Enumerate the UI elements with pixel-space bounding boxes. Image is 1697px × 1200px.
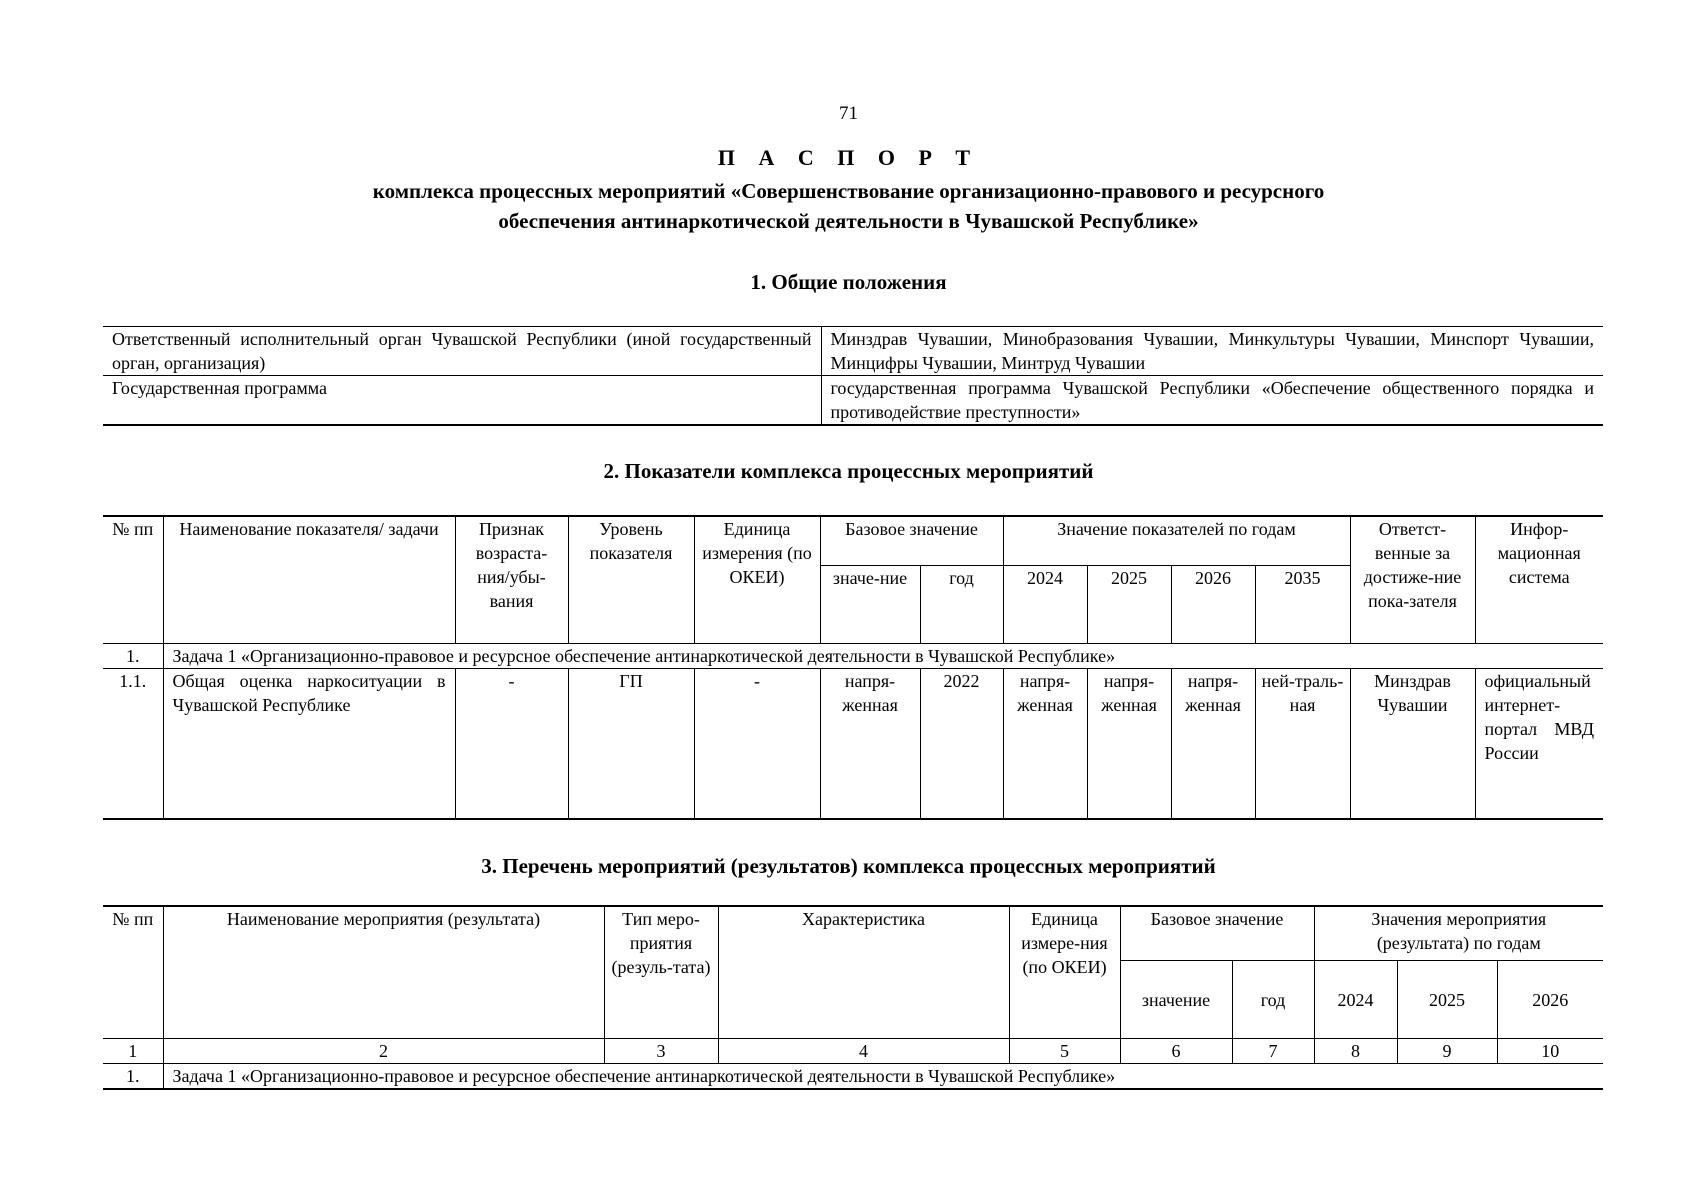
task-row (103, 644, 1603, 669)
activities-table (103, 905, 1603, 1090)
indicator-level: ГП (568, 669, 694, 820)
page-number: 71 (839, 103, 858, 124)
col-name-header: Наименование показателя/ задачи (163, 516, 455, 644)
col-sign-header: Признак возраста-ния/убы-вания (455, 516, 568, 644)
header-row (103, 906, 1603, 961)
table-row (103, 376, 1603, 426)
program-value: государственная программа Чувашской Республики «Обеспечение общественного порядка и противодействие преступности» (821, 376, 1603, 426)
general-provisions-table (103, 326, 1603, 426)
table-row (103, 327, 1603, 376)
col-unit-header: Единица измере-ния (по ОКЕИ) (1009, 906, 1120, 1039)
col-number: 10 (1497, 1039, 1603, 1064)
col-values-header: Значение показателей по годам (1003, 516, 1350, 566)
indicator-unit: - (694, 669, 820, 820)
col-2025-header: 2025 (1087, 566, 1171, 644)
task-text: Задача 1 «Организационно-правовое и ресурсное обеспечение антинаркотической деятельности в Чувашской Республике» (163, 644, 1603, 669)
col-number: 7 (1232, 1039, 1314, 1064)
col-unit-header: Единица измерения (по ОКЕИ) (694, 516, 820, 644)
indicators-table (103, 515, 1603, 820)
subtitle-line-2: обеспечения антинаркотической деятельности в Чувашской Республике» (498, 209, 1199, 233)
col-2025-header: 2025 (1397, 961, 1497, 1039)
task-num: 1. (103, 1064, 163, 1090)
indicator-info-system: официальный интернет-портал МВД России (1475, 669, 1603, 820)
col-num-header: № пп (103, 516, 163, 644)
col-type-header: Тип меро-приятия (резуль-тата) (604, 906, 718, 1039)
indicator-sign: - (455, 669, 568, 820)
col-num-header: № пп (103, 906, 163, 1039)
col-level-header: Уровень показателя (568, 516, 694, 644)
col-2035-header: 2035 (1255, 566, 1350, 644)
col-base-header: Базовое значение (1120, 906, 1314, 961)
col-characteristic-header: Характеристика (718, 906, 1009, 1039)
section3-heading: 3. Перечень мероприятий (результатов) комплекса процессных мероприятий (481, 854, 1216, 878)
col-base-year-header: год (1232, 961, 1314, 1039)
indicator-name: Общая оценка наркоситуации в Чувашской Республике (163, 669, 455, 820)
col-base-value-header: значение (1120, 961, 1232, 1039)
col-number: 2 (163, 1039, 604, 1064)
col-base-year-header: год (920, 566, 1003, 644)
responsible-value: Минздрав Чувашии, Минобразования Чувашии, Минкультуры Чувашии, Минспорт Чувашии, Минцифры Чувашии, Минтруд Чувашии (821, 327, 1603, 376)
col-info-header: Инфор-мационная система (1475, 516, 1603, 644)
indicator-2026: напря-женная (1171, 669, 1255, 820)
col-responsible-header: Ответст-венные за достиже-ние пока-зателя (1350, 516, 1475, 644)
col-2026-header: 2026 (1497, 961, 1603, 1039)
table-row (103, 669, 1603, 820)
col-values-header: Значения мероприятия (результата) по годам (1314, 906, 1603, 961)
col-number: 5 (1009, 1039, 1120, 1064)
document-subtitle (0, 176, 1697, 236)
responsible-label: Ответственный исполнительный орган Чувашской Республики (иной государственный орган, организация) (103, 327, 821, 376)
col-2026-header: 2026 (1171, 566, 1255, 644)
program-label: Государственная программа (103, 376, 821, 426)
subtitle-line-1: комплекса процессных мероприятий «Совершенствование организационно-правового и ресурсного (372, 179, 1325, 203)
col-number: 1 (103, 1039, 163, 1064)
col-base-value-header: значе-ние (820, 566, 920, 644)
col-number: 9 (1397, 1039, 1497, 1064)
col-number: 8 (1314, 1039, 1397, 1064)
col-2024-header: 2024 (1314, 961, 1397, 1039)
section2-heading: 2. Показатели комплекса процессных мероприятий (603, 459, 1094, 483)
document-title: П А С П О Р Т (717, 145, 980, 170)
header-row (103, 516, 1603, 566)
col-name-header: Наименование мероприятия (результата) (163, 906, 604, 1039)
indicator-base-value: напря-женная (820, 669, 920, 820)
section1-heading: 1. Общие положения (750, 270, 947, 294)
indicator-2025: напря-женная (1087, 669, 1171, 820)
task-num: 1. (103, 644, 163, 669)
col-number: 3 (604, 1039, 718, 1064)
col-number: 4 (718, 1039, 1009, 1064)
row-num: 1.1. (103, 669, 163, 820)
col-2024-header: 2024 (1003, 566, 1087, 644)
indicator-responsible: Минздрав Чувашии (1350, 669, 1475, 820)
task-row (103, 1064, 1603, 1090)
indicator-base-year: 2022 (920, 669, 1003, 820)
column-numbers-row (103, 1039, 1603, 1064)
indicator-2035: ней-траль-ная (1255, 669, 1350, 820)
col-base-header: Базовое значение (820, 516, 1003, 566)
task-text: Задача 1 «Организационно-правовое и ресурсное обеспечение антинаркотической деятельности в Чувашской Республике» (163, 1064, 1603, 1090)
col-number: 6 (1120, 1039, 1232, 1064)
indicator-2024: напря-женная (1003, 669, 1087, 820)
